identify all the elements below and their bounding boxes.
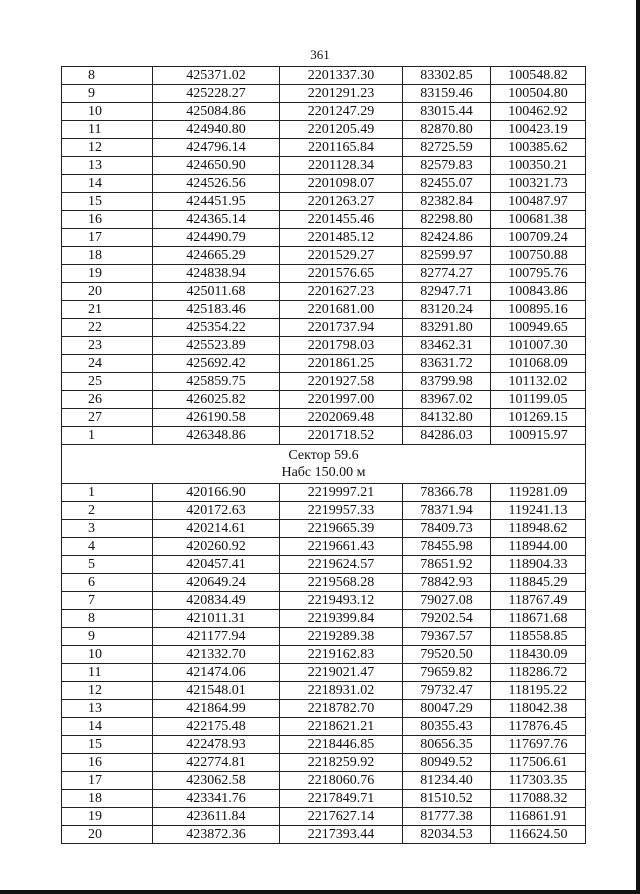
- coordinate-x-local-cell: 82298.80: [403, 211, 491, 229]
- coordinate-y-cell: 2201861.25: [280, 355, 403, 373]
- coordinate-x-cell: 423062.58: [153, 772, 280, 790]
- point-number-cell: 16: [62, 754, 153, 772]
- coordinate-x-cell: 421548.01: [153, 682, 280, 700]
- point-number-cell: 22: [62, 319, 153, 337]
- coordinate-x-local-cell: 78455.98: [403, 538, 491, 556]
- coordinate-y-local-cell: 100915.97: [491, 427, 586, 445]
- coordinate-y-cell: 2219957.33: [280, 502, 403, 520]
- coordinate-y-cell: 2219399.84: [280, 610, 403, 628]
- point-number-cell: 27: [62, 409, 153, 427]
- coordinate-x-local-cell: 83015.44: [403, 103, 491, 121]
- point-number-cell: 23: [62, 337, 153, 355]
- coordinate-x-local-cell: 82947.71: [403, 283, 491, 301]
- coordinate-y-local-cell: 101068.09: [491, 355, 586, 373]
- coordinate-x-cell: 424838.94: [153, 265, 280, 283]
- coordinate-y-cell: 2218931.02: [280, 682, 403, 700]
- coordinate-y-cell: 2219493.12: [280, 592, 403, 610]
- coordinate-x-cell: 420834.49: [153, 592, 280, 610]
- coordinate-y-local-cell: 118904.33: [491, 556, 586, 574]
- coordinate-x-cell: 425084.86: [153, 103, 280, 121]
- coordinate-y-local-cell: 100795.76: [491, 265, 586, 283]
- point-number-cell: 12: [62, 139, 153, 157]
- point-number-cell: 20: [62, 283, 153, 301]
- point-number-cell: 20: [62, 826, 153, 844]
- point-number-cell: 10: [62, 103, 153, 121]
- coordinate-x-local-cell: 80656.35: [403, 736, 491, 754]
- table-row: [62, 373, 586, 391]
- point-number-cell: 16: [62, 211, 153, 229]
- table-row: [62, 700, 586, 718]
- coordinate-x-cell: 421474.06: [153, 664, 280, 682]
- table-row: [62, 319, 586, 337]
- table-row: [62, 337, 586, 355]
- point-number-cell: 14: [62, 175, 153, 193]
- table-row: [62, 754, 586, 772]
- table-row: [62, 646, 586, 664]
- coordinate-y-cell: 2219162.83: [280, 646, 403, 664]
- point-number-cell: 8: [62, 610, 153, 628]
- point-number-cell: 17: [62, 229, 153, 247]
- coordinate-y-cell: 2202069.48: [280, 409, 403, 427]
- table-row: [62, 718, 586, 736]
- coordinate-y-cell: 2201165.84: [280, 139, 403, 157]
- coordinate-x-cell: 423611.84: [153, 808, 280, 826]
- coordinate-x-local-cell: 83302.85: [403, 67, 491, 85]
- point-number-cell: 15: [62, 736, 153, 754]
- point-number-cell: 5: [62, 556, 153, 574]
- table-row: [62, 139, 586, 157]
- point-number-cell: 11: [62, 664, 153, 682]
- coordinate-y-local-cell: 100750.88: [491, 247, 586, 265]
- coordinate-x-local-cell: 83291.80: [403, 319, 491, 337]
- coordinate-x-local-cell: 82599.97: [403, 247, 491, 265]
- page-number: 361: [310, 47, 330, 62]
- coordinate-x-local-cell: 78371.94: [403, 502, 491, 520]
- coordinate-x-local-cell: 82579.83: [403, 157, 491, 175]
- coordinate-y-local-cell: 118286.72: [491, 664, 586, 682]
- coordinate-x-local-cell: 81777.38: [403, 808, 491, 826]
- point-number-cell: 9: [62, 628, 153, 646]
- coordinate-x-local-cell: 83967.02: [403, 391, 491, 409]
- coordinate-x-local-cell: 78366.78: [403, 484, 491, 502]
- coordinate-x-cell: 421011.31: [153, 610, 280, 628]
- table-row: [62, 736, 586, 754]
- coordinate-x-local-cell: 82034.53: [403, 826, 491, 844]
- coordinate-y-local-cell: 117303.35: [491, 772, 586, 790]
- coordinate-x-cell: 424451.95: [153, 193, 280, 211]
- coordinate-x-cell: 423872.36: [153, 826, 280, 844]
- coordinate-x-local-cell: 83631.72: [403, 355, 491, 373]
- coordinate-y-cell: 2201485.12: [280, 229, 403, 247]
- coordinate-x-cell: 425859.75: [153, 373, 280, 391]
- coordinate-y-cell: 2219997.21: [280, 484, 403, 502]
- coordinate-y-local-cell: 101199.05: [491, 391, 586, 409]
- point-number-cell: 26: [62, 391, 153, 409]
- coordinate-y-local-cell: 118042.38: [491, 700, 586, 718]
- coordinate-x-cell: 421177.94: [153, 628, 280, 646]
- coordinate-x-local-cell: 83159.46: [403, 85, 491, 103]
- point-number-cell: 24: [62, 355, 153, 373]
- table-row: [62, 265, 586, 283]
- point-number-cell: 8: [62, 67, 153, 85]
- table-row: [62, 502, 586, 520]
- table-row: [62, 520, 586, 538]
- table-body-top: [62, 67, 586, 445]
- section-header: [62, 445, 586, 484]
- table-row: [62, 556, 586, 574]
- coordinate-x-cell: 425523.89: [153, 337, 280, 355]
- point-number-cell: 17: [62, 772, 153, 790]
- coordinate-x-local-cell: 79659.82: [403, 664, 491, 682]
- coordinate-x-local-cell: 78409.73: [403, 520, 491, 538]
- coordinate-y-local-cell: 119241.13: [491, 502, 586, 520]
- table-row: [62, 211, 586, 229]
- coordinate-y-local-cell: 118845.29: [491, 574, 586, 592]
- table-row: [62, 664, 586, 682]
- coordinate-y-local-cell: 100709.24: [491, 229, 586, 247]
- coordinate-y-local-cell: 101007.30: [491, 337, 586, 355]
- coordinate-y-local-cell: 100504.80: [491, 85, 586, 103]
- coordinate-x-cell: 420172.63: [153, 502, 280, 520]
- coordinate-y-local-cell: 117876.45: [491, 718, 586, 736]
- coordinate-y-local-cell: 100350.21: [491, 157, 586, 175]
- coordinate-x-local-cell: 82725.59: [403, 139, 491, 157]
- coordinate-x-local-cell: 84132.80: [403, 409, 491, 427]
- point-number-cell: 11: [62, 121, 153, 139]
- coordinate-x-cell: 422774.81: [153, 754, 280, 772]
- section-header-cell: [62, 445, 586, 484]
- point-number-cell: 10: [62, 646, 153, 664]
- coordinate-x-cell: 421864.99: [153, 700, 280, 718]
- coordinate-x-local-cell: 84286.03: [403, 427, 491, 445]
- point-number-cell: 2: [62, 502, 153, 520]
- table-row: [62, 808, 586, 826]
- coordinate-x-cell: 422478.93: [153, 736, 280, 754]
- coordinate-y-cell: 2219289.38: [280, 628, 403, 646]
- point-number-cell: 9: [62, 85, 153, 103]
- table-row: [62, 157, 586, 175]
- table-row: [62, 103, 586, 121]
- coordinate-y-local-cell: 118944.00: [491, 538, 586, 556]
- coordinate-x-local-cell: 79367.57: [403, 628, 491, 646]
- coordinate-y-local-cell: 117506.61: [491, 754, 586, 772]
- coordinate-y-local-cell: 100321.73: [491, 175, 586, 193]
- coordinate-y-local-cell: 118767.49: [491, 592, 586, 610]
- coordinate-y-cell: 2201337.30: [280, 67, 403, 85]
- coordinate-x-cell: 426190.58: [153, 409, 280, 427]
- coordinate-y-local-cell: 118948.62: [491, 520, 586, 538]
- coordinate-x-local-cell: 83462.31: [403, 337, 491, 355]
- coordinate-y-local-cell: 101269.15: [491, 409, 586, 427]
- coordinate-x-local-cell: 82870.80: [403, 121, 491, 139]
- coordinate-y-local-cell: 100949.65: [491, 319, 586, 337]
- table-row: [62, 409, 586, 427]
- coordinate-y-cell: 2201247.29: [280, 103, 403, 121]
- coordinate-x-local-cell: 81234.40: [403, 772, 491, 790]
- table-row: [62, 283, 586, 301]
- point-number-cell: 18: [62, 247, 153, 265]
- point-number-cell: 14: [62, 718, 153, 736]
- coordinate-x-cell: 425354.22: [153, 319, 280, 337]
- table-row: [62, 484, 586, 502]
- table-row: [62, 301, 586, 319]
- coordinate-y-cell: 2201291.23: [280, 85, 403, 103]
- coordinate-y-cell: 2217849.71: [280, 790, 403, 808]
- coordinate-x-cell: 425692.42: [153, 355, 280, 373]
- coordinate-y-cell: 2201681.00: [280, 301, 403, 319]
- coordinate-y-local-cell: 100895.16: [491, 301, 586, 319]
- table-row: [62, 175, 586, 193]
- coordinate-y-cell: 2201128.34: [280, 157, 403, 175]
- table-row: [62, 592, 586, 610]
- coordinate-x-cell: 420166.90: [153, 484, 280, 502]
- coordinates-table: [61, 66, 586, 844]
- table-row: [62, 574, 586, 592]
- coordinate-y-cell: 2201455.46: [280, 211, 403, 229]
- table-body-bottom: [62, 484, 586, 844]
- point-number-cell: 12: [62, 682, 153, 700]
- coordinate-y-local-cell: 118430.09: [491, 646, 586, 664]
- coordinate-x-local-cell: 83799.98: [403, 373, 491, 391]
- coordinate-x-local-cell: 82455.07: [403, 175, 491, 193]
- coordinate-y-cell: 2201205.49: [280, 121, 403, 139]
- point-number-cell: 1: [62, 484, 153, 502]
- section-subtitle: Набс 150.00 м: [281, 465, 366, 480]
- point-number-cell: 1: [62, 427, 153, 445]
- coordinate-y-local-cell: 100681.38: [491, 211, 586, 229]
- point-number-cell: 4: [62, 538, 153, 556]
- table-row: [62, 610, 586, 628]
- coordinate-y-cell: 2218621.21: [280, 718, 403, 736]
- coordinate-y-cell: 2201997.00: [280, 391, 403, 409]
- point-number-cell: 25: [62, 373, 153, 391]
- table-row: [62, 790, 586, 808]
- coordinate-x-cell: 420260.92: [153, 538, 280, 556]
- coordinate-x-cell: 420214.61: [153, 520, 280, 538]
- point-number-cell: 3: [62, 520, 153, 538]
- coordinate-y-local-cell: 100462.92: [491, 103, 586, 121]
- coordinate-x-local-cell: 78842.93: [403, 574, 491, 592]
- point-number-cell: 19: [62, 265, 153, 283]
- coordinate-x-cell: 424796.14: [153, 139, 280, 157]
- coordinate-x-local-cell: 78651.92: [403, 556, 491, 574]
- coordinate-x-cell: 425183.46: [153, 301, 280, 319]
- coordinate-y-cell: 2201576.65: [280, 265, 403, 283]
- coordinate-y-cell: 2219661.43: [280, 538, 403, 556]
- table-row: [62, 538, 586, 556]
- coordinate-y-local-cell: 100423.19: [491, 121, 586, 139]
- table-row: [62, 628, 586, 646]
- coordinate-y-cell: 2218259.92: [280, 754, 403, 772]
- table-row: [62, 682, 586, 700]
- point-number-cell: 18: [62, 790, 153, 808]
- point-number-cell: 13: [62, 700, 153, 718]
- coordinate-x-cell: 421332.70: [153, 646, 280, 664]
- coordinate-y-cell: 2219624.57: [280, 556, 403, 574]
- coordinate-y-local-cell: 100487.97: [491, 193, 586, 211]
- coordinate-y-cell: 2218446.85: [280, 736, 403, 754]
- coordinate-x-local-cell: 80047.29: [403, 700, 491, 718]
- coordinate-x-local-cell: 79202.54: [403, 610, 491, 628]
- coordinate-x-local-cell: 79027.08: [403, 592, 491, 610]
- coordinate-y-cell: 2201737.94: [280, 319, 403, 337]
- point-number-cell: 21: [62, 301, 153, 319]
- coordinate-y-cell: 2219665.39: [280, 520, 403, 538]
- coordinate-x-local-cell: 80949.52: [403, 754, 491, 772]
- coordinate-x-local-cell: 79520.50: [403, 646, 491, 664]
- table-row: [62, 826, 586, 844]
- coordinate-y-local-cell: 118558.85: [491, 628, 586, 646]
- coordinate-x-cell: 424490.79: [153, 229, 280, 247]
- coordinate-x-cell: 424526.56: [153, 175, 280, 193]
- coordinate-x-cell: 424650.90: [153, 157, 280, 175]
- coordinate-x-cell: 422175.48: [153, 718, 280, 736]
- coordinate-y-cell: 2201798.03: [280, 337, 403, 355]
- coordinate-x-cell: 426348.86: [153, 427, 280, 445]
- coordinate-y-cell: 2201263.27: [280, 193, 403, 211]
- coordinate-y-cell: 2201718.52: [280, 427, 403, 445]
- coordinate-x-cell: 425371.02: [153, 67, 280, 85]
- point-number-cell: 15: [62, 193, 153, 211]
- coordinate-y-local-cell: 119281.09: [491, 484, 586, 502]
- coordinate-y-cell: 2218060.76: [280, 772, 403, 790]
- table-row: [62, 85, 586, 103]
- coordinate-x-local-cell: 79732.47: [403, 682, 491, 700]
- coordinate-x-cell: 423341.76: [153, 790, 280, 808]
- coordinate-y-local-cell: 101132.02: [491, 373, 586, 391]
- table-row: [62, 121, 586, 139]
- coordinate-x-local-cell: 80355.43: [403, 718, 491, 736]
- coordinate-y-local-cell: 118195.22: [491, 682, 586, 700]
- table-row: [62, 427, 586, 445]
- table-row: [62, 67, 586, 85]
- point-number-cell: 19: [62, 808, 153, 826]
- section-title: Сектор 59.6: [288, 448, 359, 463]
- coordinate-y-cell: 2217393.44: [280, 826, 403, 844]
- coordinate-x-local-cell: 82774.27: [403, 265, 491, 283]
- point-number-cell: 13: [62, 157, 153, 175]
- coordinate-x-local-cell: 83120.24: [403, 301, 491, 319]
- coordinate-y-cell: 2219568.28: [280, 574, 403, 592]
- coordinate-y-local-cell: 117088.32: [491, 790, 586, 808]
- coordinate-x-cell: 425011.68: [153, 283, 280, 301]
- coordinate-x-local-cell: 81510.52: [403, 790, 491, 808]
- coordinate-y-local-cell: 100385.62: [491, 139, 586, 157]
- table-row: [62, 355, 586, 373]
- table-row: [62, 772, 586, 790]
- coordinate-y-local-cell: 116861.91: [491, 808, 586, 826]
- coordinate-x-cell: 420457.41: [153, 556, 280, 574]
- coordinate-y-local-cell: 100843.86: [491, 283, 586, 301]
- coordinate-x-cell: 426025.82: [153, 391, 280, 409]
- point-number-cell: 7: [62, 592, 153, 610]
- table-row: [62, 193, 586, 211]
- coordinate-y-local-cell: 100548.82: [491, 67, 586, 85]
- coordinate-x-local-cell: 82382.84: [403, 193, 491, 211]
- coordinate-y-cell: 2219021.47: [280, 664, 403, 682]
- coordinate-x-cell: 424665.29: [153, 247, 280, 265]
- coordinate-y-local-cell: 117697.76: [491, 736, 586, 754]
- coordinate-y-cell: 2217627.14: [280, 808, 403, 826]
- coordinate-x-local-cell: 82424.86: [403, 229, 491, 247]
- table-row: [62, 247, 586, 265]
- section-header-row: [62, 445, 586, 484]
- coordinate-y-local-cell: 118671.68: [491, 610, 586, 628]
- coordinate-x-cell: 424940.80: [153, 121, 280, 139]
- point-number-cell: 6: [62, 574, 153, 592]
- coordinate-y-local-cell: 116624.50: [491, 826, 586, 844]
- coordinate-y-cell: 2201529.27: [280, 247, 403, 265]
- coordinate-y-cell: 2201627.23: [280, 283, 403, 301]
- coordinate-x-cell: 420649.24: [153, 574, 280, 592]
- coordinate-y-cell: 2218782.70: [280, 700, 403, 718]
- coordinate-x-cell: 424365.14: [153, 211, 280, 229]
- table-row: [62, 229, 586, 247]
- coordinate-y-cell: 2201098.07: [280, 175, 403, 193]
- coordinate-y-cell: 2201927.58: [280, 373, 403, 391]
- table-row: [62, 391, 586, 409]
- coordinate-x-cell: 425228.27: [153, 85, 280, 103]
